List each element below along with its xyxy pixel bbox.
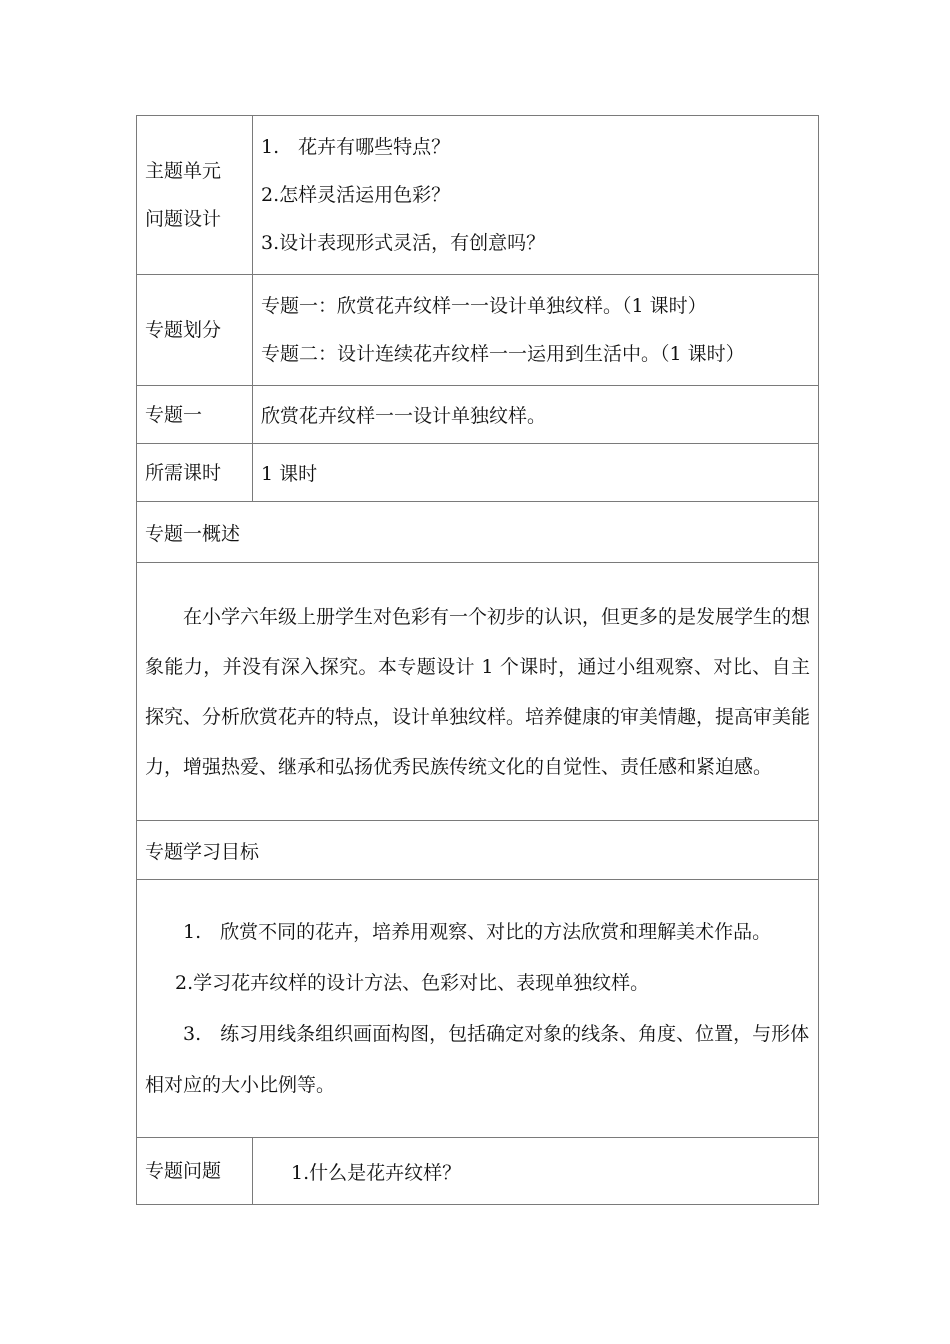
- goals-heading: 专题学习目标: [137, 821, 819, 880]
- goal-item: 1. 欣赏不同的花卉，培养用观察、对比的方法欣赏和理解美术作品。: [183, 920, 772, 943]
- topic-one-value: 欣赏花卉纹样一一设计单独纹样。: [253, 386, 819, 444]
- question-item: 1. 花卉有哪些特点？: [261, 136, 451, 158]
- unit-questions-cell: [253, 116, 819, 275]
- table-row-topic-division: [137, 275, 819, 386]
- question-item: 3.设计表现形式灵活，有创意吗？: [261, 232, 546, 254]
- table-row-goals-heading: [137, 821, 819, 880]
- topic-item: 专题一：欣赏花卉纹样一一设计单独纹样。（1 课时）: [261, 295, 707, 317]
- goal-item: 3. 练习用线条组织画面构图，包括确定对象的线条、角度、位置，与形体相对应的大小比例等。: [145, 1022, 810, 1096]
- hours-value: 1 课时: [253, 444, 819, 502]
- label-line: 问题设计: [145, 208, 222, 230]
- label-unit-questions: [137, 116, 253, 275]
- label-topic-questions: 专题问题: [137, 1138, 253, 1205]
- table-row-overview-heading: [137, 502, 819, 563]
- label-line: 主题单元: [145, 160, 222, 182]
- table-row-unit-questions: [137, 116, 819, 275]
- label-topic-one: 专题一: [137, 386, 253, 444]
- overview-heading: 专题一概述: [137, 502, 819, 563]
- table-row-topic-one: [137, 386, 819, 444]
- table-row-topic-questions: [137, 1138, 819, 1205]
- topic-division-cell: [253, 275, 819, 386]
- topic-question-value: 1.什么是花卉纹样？: [253, 1138, 819, 1205]
- overview-cell: [137, 563, 819, 821]
- question-item: 2.怎样灵活运用色彩？: [261, 184, 451, 206]
- table-row-hours: [137, 444, 819, 502]
- table-row-overview-text: [137, 563, 819, 821]
- goals-cell: [137, 880, 819, 1138]
- label-topic-division: 专题划分: [137, 275, 253, 386]
- table-row-goals: [137, 880, 819, 1138]
- overview-paragraph: 在小学六年级上册学生对色彩有一个初步的认识，但更多的是发展学生的想象能力，并没有深入探究。本专题设计 1 个课时，通过小组观察、对比、自主探究、分析欣赏花卉的特点，设计单独纹样。培养健康的审美情趣，提高审美能力，增强热爱、继承和弘扬优秀民族传统文化的自觉性、责任感和紧迫感。: [145, 605, 811, 778]
- goal-item: 2.学习花卉纹样的设计方法、色彩对比、表现单独纹样。: [175, 971, 650, 994]
- topic-design-table: [136, 115, 819, 1205]
- label-hours: 所需课时: [137, 444, 253, 502]
- topic-item: 专题二：设计连续花卉纹样一一运用到生活中。（1 课时）: [261, 343, 745, 365]
